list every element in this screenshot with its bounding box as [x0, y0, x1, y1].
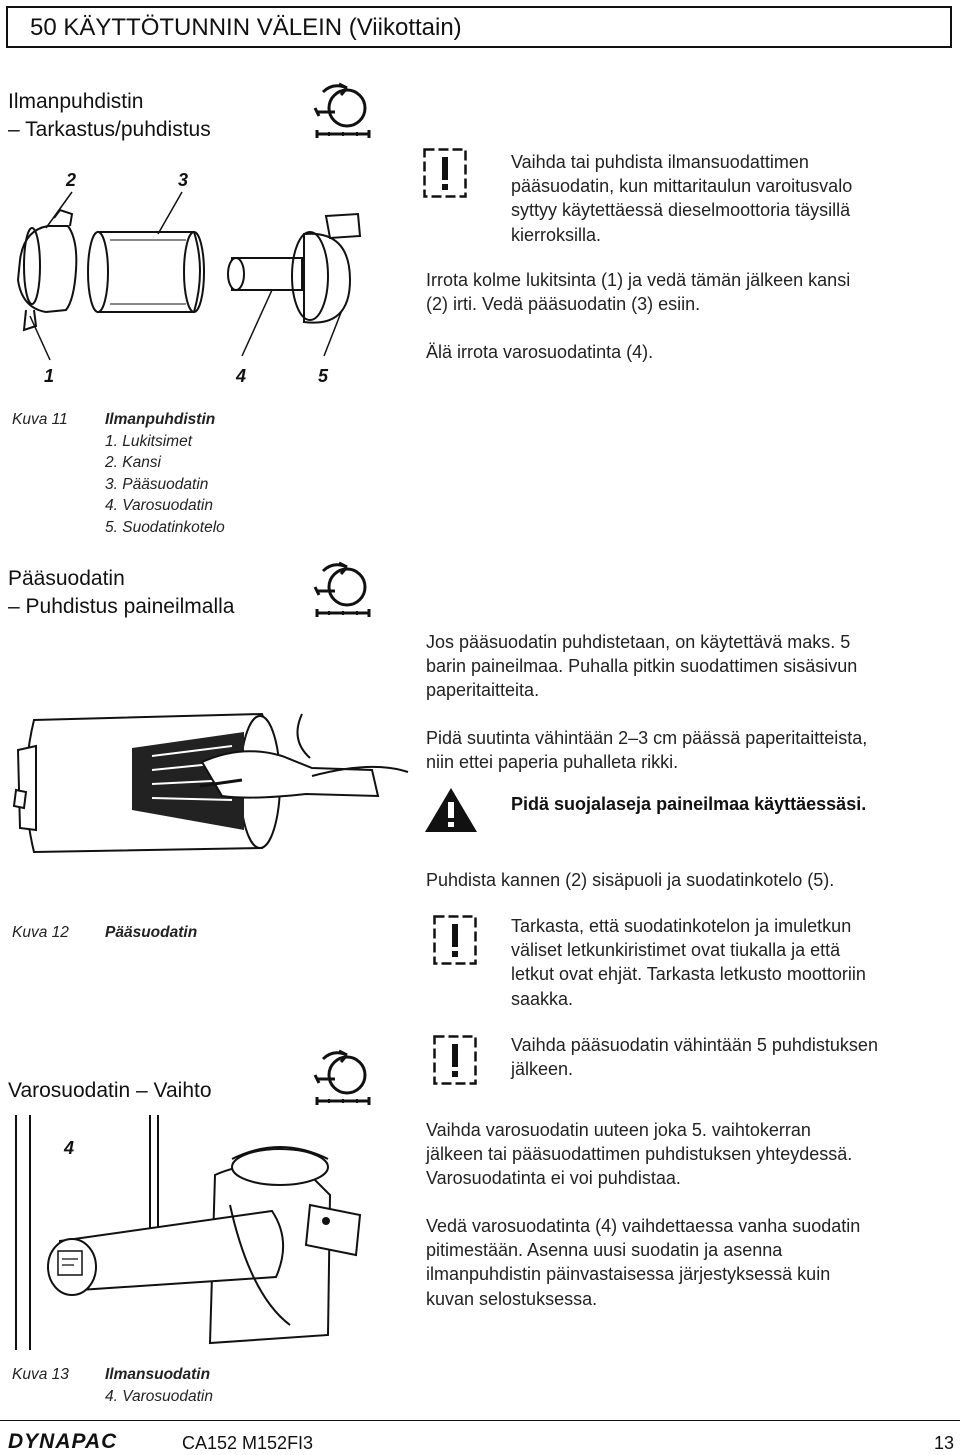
hose-clamp-notice: Tarkasta, että suodatinkotelon ja imuletkun väliset letkunkiristimet ovat tiukalla ja että letkut ovat ehjät. Tarkasta letkusto moottoriin saakka.	[511, 916, 866, 1009]
warning-paragraph: Vaihda tai puhdista ilmansuodattimen pääsuodatin, kun mittaritaulun varoitusvalo syttyy käytettäessä dieselmoottoria täysillä kierroksilla.	[511, 152, 853, 245]
caution-paragraph: Älä irrota varosuodatinta (4).	[426, 342, 654, 362]
cover-cleaning-paragraph: Puhdista kannen (2) sisäpuoli ja suodatinkotelo (5).	[426, 870, 835, 890]
filter-cleaning-illustration	[12, 700, 412, 890]
hourglass-interval-icon	[313, 78, 373, 140]
brand-logo: DYNAPAC	[8, 1430, 118, 1453]
figure-caption: Ilmanpuhdistin 1. Lukitsimet 2. Kansi 3. Pääsuodatin 4. Varosuodatin 5. Suodatinkotelo	[105, 411, 225, 536]
model-code: CA152 M152FI3	[182, 1433, 314, 1453]
figure-caption: Pääsuodatin	[105, 924, 198, 941]
exclamation-notice-icon	[433, 915, 477, 965]
exclamation-notice-icon	[423, 148, 467, 198]
page-number: 13	[934, 1433, 955, 1453]
page-header-title: 50 KÄYTTÖTUNNIN VÄLEIN (Viikottain)	[30, 14, 462, 41]
figure-caption: Ilmansuodatin 4. Varosuodatin	[105, 1366, 214, 1405]
section-title-line1: Ilmanpuhdistin	[8, 90, 144, 113]
safety-glasses-warning: Pidä suojalaseja paineilmaa käyttäessäsi.	[511, 794, 867, 814]
section-title-line2: – Tarkastus/puhdistus	[8, 118, 211, 141]
replacement-interval-paragraph: Vaihda varosuodatin uuteen joka 5. vaihtokerran jälkeen tai pääsuodattimen puhdistuksen yhteydessä. Varosuodatinta ei voi puhdistaa.	[426, 1120, 853, 1189]
hourglass-interval-icon	[313, 557, 373, 619]
callout-1: 1	[44, 366, 55, 386]
nozzle-distance-paragraph: Pidä suutinta vähintään 2–3 cm päässä paperitaitteista, niin ettei paperia puhalleta rikki.	[426, 728, 868, 773]
page-header	[6, 6, 952, 48]
figure-caption-label: Kuva 11	[12, 411, 68, 428]
replace-filter-notice: Vaihda pääsuodatin vähintään 5 puhdistuksen jälkeen.	[511, 1035, 878, 1080]
section-title-air-cleaner	[8, 88, 211, 144]
installation-paragraph: Vedä varosuodatinta (4) vaihdettaessa vanha suodatin pitimestään. Asenna uusi suodatin ja asenna ilmanpuhdistin päinvastaisessa järjestyksessä kuin kuvan selostuksessa.	[426, 1216, 861, 1309]
callout-4: 4	[64, 1138, 75, 1158]
callout-3: 3	[178, 170, 189, 190]
callout-2: 2	[66, 170, 77, 190]
pressure-paragraph: Jos pääsuodatin puhdistetaan, on käytettävä maks. 5 barin paineilmaa. Puhalla pitkin suodattimen sisäsivun paperitaitteita.	[426, 632, 858, 701]
figure-caption-label: Kuva 13	[12, 1366, 69, 1383]
section-title-main-filter: Pääsuodatin – Puhdistus paineilmalla	[8, 567, 235, 618]
section-title-safety-filter: Varosuodatin – Vaihto	[8, 1079, 212, 1102]
hourglass-interval-icon	[313, 1045, 373, 1107]
footer-divider	[0, 1420, 960, 1421]
figure-caption-label: Kuva 12	[12, 924, 69, 941]
callout-4: 4	[236, 366, 247, 386]
callout-5: 5	[318, 366, 329, 386]
instruction-paragraph: Irrota kolme lukitsinta (1) ja vedä tämän jälkeen kansi (2) irti. Vedä pääsuodatin (3) esiin.	[426, 270, 851, 315]
warning-triangle-icon	[423, 786, 479, 834]
air-cleaner-exploded-illustration	[10, 160, 370, 390]
exclamation-notice-icon	[433, 1035, 477, 1085]
